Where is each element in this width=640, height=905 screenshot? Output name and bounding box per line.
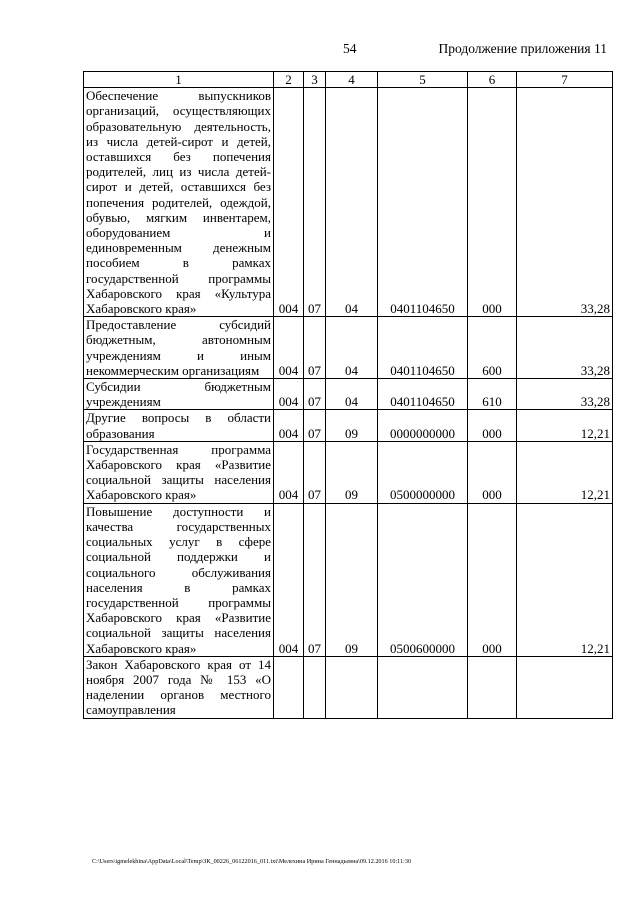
cell-c4: 09 xyxy=(326,503,378,656)
cell-c4 xyxy=(326,656,378,718)
cell-c4: 09 xyxy=(326,410,378,441)
table-row xyxy=(84,656,613,718)
column-header-7: 7 xyxy=(517,72,613,88)
cell-c5: 0401104650 xyxy=(378,317,468,379)
file-path-footer: C:\Users\igmelekhina\AppData\Local\Temp\ЗК_00226_06122016_011.txt\Мелехина Ирина Геннадьевна\09.12.2016 10:11:30 xyxy=(92,858,412,865)
cell-c4: 04 xyxy=(326,379,378,410)
cell-c3: 07 xyxy=(304,503,326,656)
cell-c2: 004 xyxy=(274,410,304,441)
page-number: 54 xyxy=(343,41,357,56)
cell-c3: 07 xyxy=(304,410,326,441)
cell-c6: 610 xyxy=(468,379,517,410)
table-row xyxy=(84,88,613,317)
cell-c7: 33,28 xyxy=(517,317,613,379)
table-row xyxy=(84,410,613,441)
column-header-3: 3 xyxy=(304,72,326,88)
cell-c7: 12,21 xyxy=(517,441,613,503)
column-header-5: 5 xyxy=(378,72,468,88)
cell-c7: 12,21 xyxy=(517,410,613,441)
cell-c2: 004 xyxy=(274,317,304,379)
cell-c6: 000 xyxy=(468,88,517,317)
cell-c2 xyxy=(274,656,304,718)
cell-c4: 04 xyxy=(326,317,378,379)
row-name: Государственная программа Хабаровского края «Развитие социальной защиты населения Хабаровского края» xyxy=(84,441,274,503)
cell-c5: 0500600000 xyxy=(378,503,468,656)
cell-c7: 12,21 xyxy=(517,503,613,656)
cell-c7: 33,28 xyxy=(517,88,613,317)
cell-c3: 07 xyxy=(304,379,326,410)
cell-c2: 004 xyxy=(274,88,304,317)
table-row xyxy=(84,503,613,656)
cell-c3: 07 xyxy=(304,317,326,379)
column-header-1: 1 xyxy=(84,72,274,88)
cell-c5: 0401104650 xyxy=(378,88,468,317)
column-header-2: 2 xyxy=(274,72,304,88)
cell-c6: 000 xyxy=(468,441,517,503)
appendix-title: Продолжение приложения 11 xyxy=(438,41,607,56)
cell-c3: 07 xyxy=(304,441,326,503)
row-name: Субсидии бюджетным учреждениям xyxy=(84,379,274,410)
cell-c6: 000 xyxy=(468,503,517,656)
row-name: Обеспечение выпускников организаций, осуществляющих образовательную деятельность, из числа детей-сирот и детей, оставшихся без попечения родителей, лиц из числа детей-сирот и детей, оставшихся без попечения родителей, одеждой, обувью, мягким инвентарем, оборудованием и единовременным денежным пособием в рамках государственной программы Хабаровского края «Культура Хабаровского края» xyxy=(84,88,274,317)
column-header-4: 4 xyxy=(326,72,378,88)
cell-c2: 004 xyxy=(274,441,304,503)
row-name: Закон Хабаровского края от 14 ноября 2007 года № 153 «О наделении органов местного самоуправления xyxy=(84,656,274,718)
cell-c5: 0401104650 xyxy=(378,379,468,410)
table-row xyxy=(84,379,613,410)
cell-c5: 0000000000 xyxy=(378,410,468,441)
row-name: Предоставление субсидий бюджетным, автономным учреждениям и иным некоммерческим организациям xyxy=(84,317,274,379)
cell-c7: 33,28 xyxy=(517,379,613,410)
column-header-6: 6 xyxy=(468,72,517,88)
cell-c6: 600 xyxy=(468,317,517,379)
cell-c6: 000 xyxy=(468,410,517,441)
row-name: Другие вопросы в области образования xyxy=(84,410,274,441)
cell-c4: 04 xyxy=(326,88,378,317)
cell-c3: 07 xyxy=(304,88,326,317)
cell-c6 xyxy=(468,656,517,718)
cell-c2: 004 xyxy=(274,503,304,656)
cell-c3 xyxy=(304,656,326,718)
table-row xyxy=(84,317,613,379)
cell-c2: 004 xyxy=(274,379,304,410)
table-header-row xyxy=(84,72,613,88)
cell-c5 xyxy=(378,656,468,718)
table-row xyxy=(84,441,613,503)
cell-c4: 09 xyxy=(326,441,378,503)
cell-c5: 0500000000 xyxy=(378,441,468,503)
budget-table xyxy=(83,71,613,719)
cell-c7 xyxy=(517,656,613,718)
row-name: Повышение доступности и качества государственных социальных услуг в сфере социальной поддержки и социального обслуживания населения в рамках государственной программы Хабаровского края «Развитие социальной защиты населения Хабаровского края» xyxy=(84,503,274,656)
